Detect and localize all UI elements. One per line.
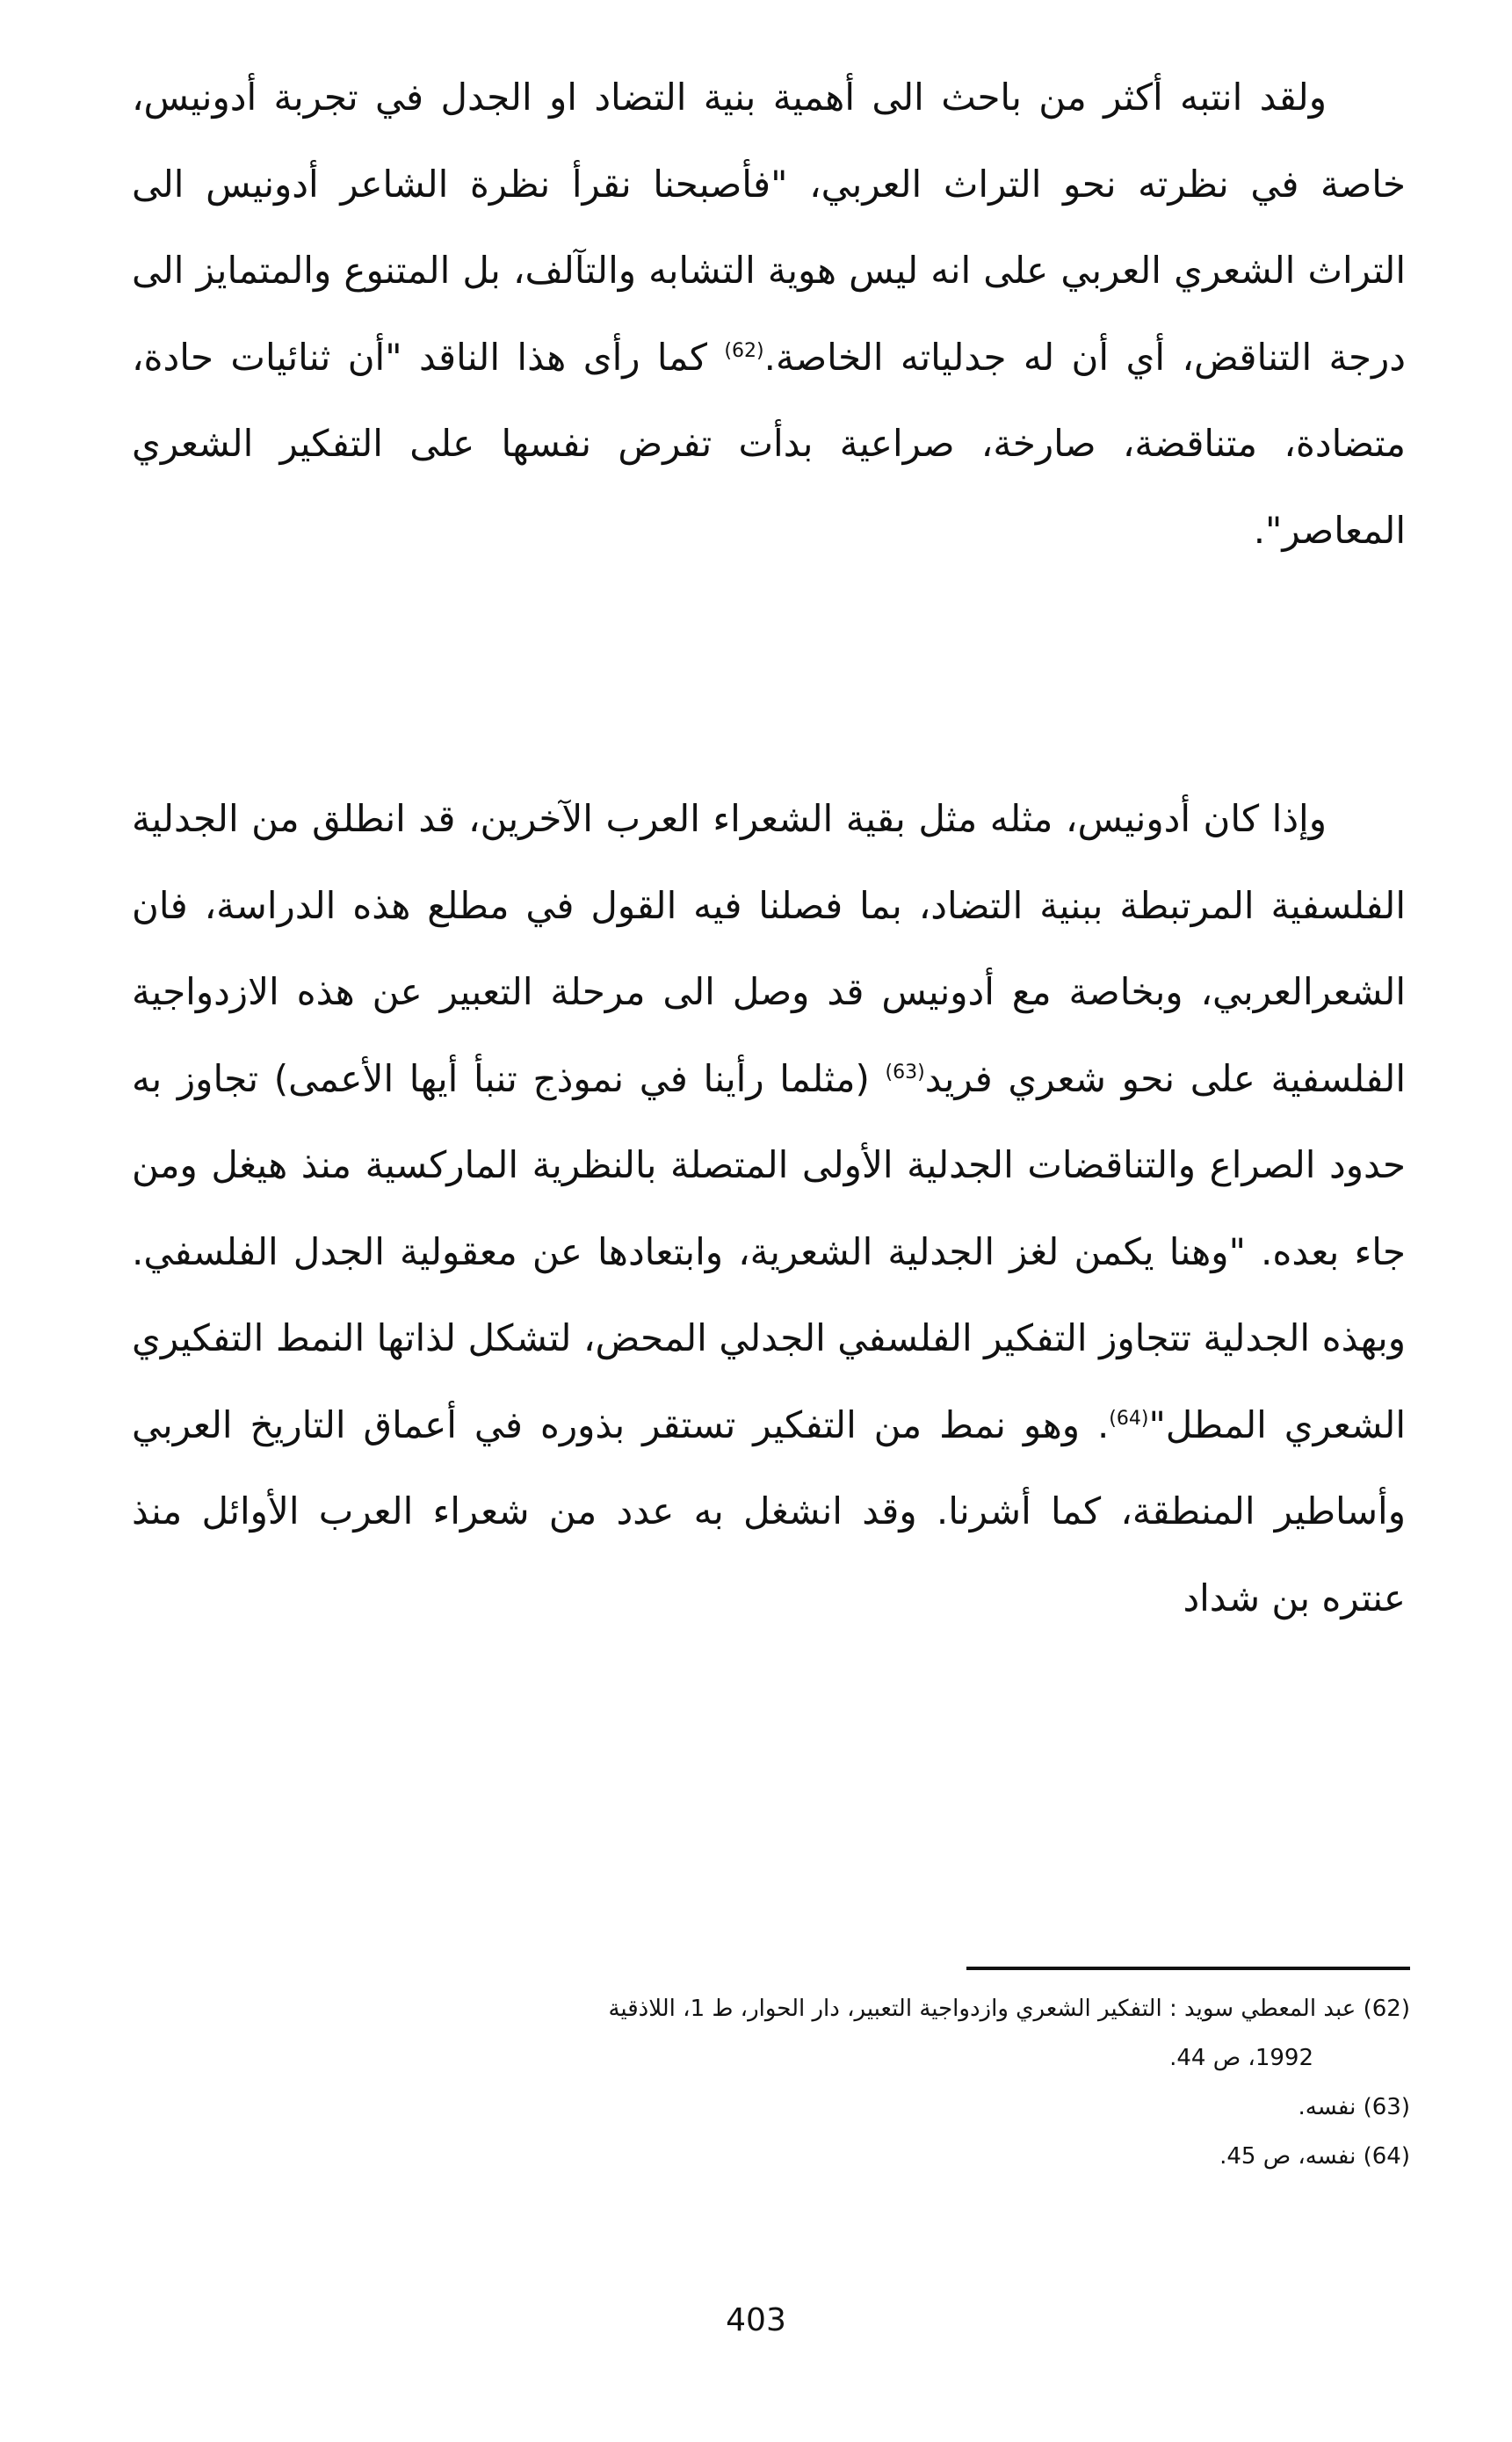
paragraph-2-text-c: . وهو نمط من التفكير تستقر بذوره في أعماق التاريخ العربي وأساطير المنطقة، كما أشرنا. وقد انشغل به عدد من شعراء العرب الأوائل منذ عنتره بن شداد — [132, 1402, 1406, 1620]
footnote-number: (62) — [1363, 1996, 1410, 2022]
footnotes — [132, 1984, 1410, 2181]
paragraph-2 — [132, 776, 1406, 1641]
footnote-ref-64[interactable]: (64) — [1109, 1407, 1149, 1430]
footnote-number: (64) — [1363, 2143, 1410, 2170]
footnote-number: (63) — [1363, 2094, 1410, 2120]
footnote-ref-63[interactable]: (63) — [885, 1061, 925, 1083]
paragraph-2-text-a: وإذا كان أدونيس، مثله مثل بقية الشعراء العرب الآخرين، قد انطلق من الجدلية الفلسفية المرتبطة ببنية التضاد، بما فصلنا فيه القول في مطلع هذه الدراسة، فان الشعرالعربي، وبخاصة مع أدونيس قد وصل الى مرحلة التعبير عن هذه الازدواجية الفلسفية على نحو شعري فريد — [132, 797, 1406, 1100]
footnote-divider — [966, 1967, 1410, 1970]
footnote-62 — [132, 1984, 1410, 2083]
paragraph-1-text-a: ولقد انتبه أكثر من باحث الى أهمية بنية التضاد او الجدل في تجربة أدونيس، خاصة في نظرته نحو التراث العربي، "فأصبحنا نقرأ نظرة الشاعر أدونيس الى التراث الشعري العربي على انه ليس هوية التشابه والتآلف، بل المتنوع والمتمايز الى درجة التناقض، أي أن له جدلياته الخاصة. — [132, 76, 1406, 379]
footnote-text: عبد المعطي سويد : التفكير الشعري وازدواجية التعبير، دار الحوار، ط 1، اللاذقية — [608, 1996, 1356, 2022]
footnote-ref-62[interactable]: (62) — [724, 339, 764, 362]
paragraph-1 — [132, 54, 1406, 574]
page-number: 403 — [726, 2302, 786, 2338]
paragraph-1-text-b: كما رأى هذا الناقد "أن ثنائيات حادة، متضادة، متناقضة، صارخة، صراعية بدأت تفرض نفسها على التفكير الشعري المعاصر". — [132, 335, 1406, 552]
footnote-text-continued: 1992، ص 44. — [1169, 2045, 1313, 2071]
footnote-text: نفسه، ص 45. — [1219, 2143, 1356, 2170]
paragraph-2-text-b: (مثلما رأينا في نموذج تنبأ أيها الأعمى) تجاوز به حدود الصراع والتناقضات الجدلية الأولى المتصلة بالنظرية الماركسية منذ هيغل ومن جاء بعده. "وهنا يكمن لغز الجدلية الشعرية، وابتعادها عن معقولية الجدل الفلسفي. وبهذه الجدلية تتجاوز التفكير الفلسفي الجدلي المحض، لتشكل لذاتها النمط التفكيري الشعري المطل" — [132, 1056, 1406, 1446]
footnote-63 — [132, 2083, 1410, 2132]
footnote-text: نفسه. — [1298, 2094, 1356, 2120]
footnote-64 — [132, 2132, 1410, 2181]
